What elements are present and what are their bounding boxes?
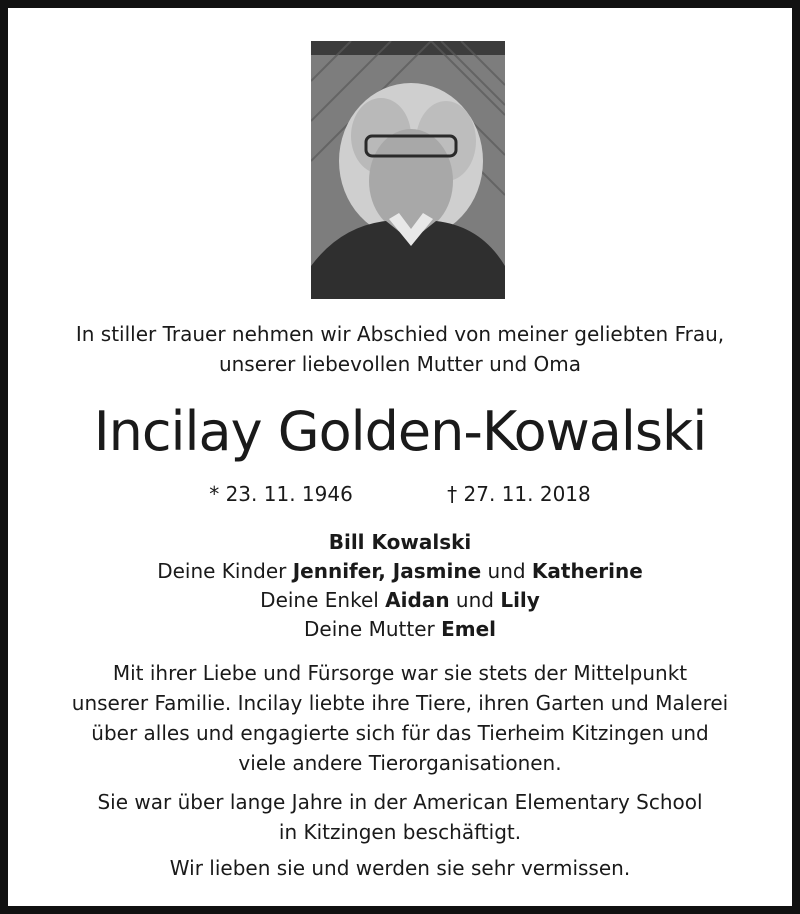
tribute-line-2: unserer Familie. Incilay liebte ihre Tiere, ihren Garten und Malerei <box>71 691 729 715</box>
husband-line <box>8 528 792 557</box>
mother-line <box>8 615 792 644</box>
tribute-paragraph <box>8 658 792 778</box>
grandchild-2: Lily <box>500 588 540 612</box>
family-mourners <box>8 528 792 644</box>
career-line-2: in Kitzingen beschäftigt. <box>278 820 522 844</box>
children-line <box>8 557 792 586</box>
children-and: und <box>481 559 532 583</box>
tribute-line-1: Mit ihrer Liebe und Fürsorge war sie stets der Mittelpunkt <box>112 661 688 685</box>
tribute-line-4: viele andere Tierorganisationen. <box>238 751 562 775</box>
portrait-photo <box>311 41 505 299</box>
intro-line-2: unserer liebevollen Mutter und Oma <box>218 352 582 376</box>
tribute-line-3: über alles und engagierte sich für das Tierheim Kitzingen und <box>91 721 709 745</box>
closing-line: Wir lieben sie und werden sie sehr vermissen. <box>169 856 631 880</box>
mother-prefix: Deine Mutter <box>303 617 442 641</box>
intro-line-1: In stiller Trauer nehmen wir Abschied von meiner geliebten Frau, <box>75 322 725 346</box>
portrait-image <box>311 41 505 299</box>
grandchildren-line <box>8 586 792 615</box>
birth-date: * 23. 11. 1946 <box>209 482 353 506</box>
deceased-name: Incilay Golden-Kowalski <box>93 400 707 463</box>
career-line-1: Sie war über lange Jahre in der American Elementary School <box>97 790 703 814</box>
intro-text <box>8 319 792 379</box>
grandchildren-prefix: Deine Enkel <box>260 588 386 612</box>
husband-name: Bill Kowalski <box>328 530 472 554</box>
mother-name: Emel <box>441 617 497 641</box>
life-dates <box>8 480 792 508</box>
career-paragraph <box>8 787 792 847</box>
grandchildren-and: und <box>449 588 501 612</box>
grandchild-1: Aidan <box>385 588 450 612</box>
children-prefix: Deine Kinder <box>157 559 293 583</box>
death-date: † 27. 11. 2018 <box>447 482 591 506</box>
children-names: Jennifer, Jasmine <box>292 559 482 583</box>
children-last: Katherine <box>531 559 643 583</box>
